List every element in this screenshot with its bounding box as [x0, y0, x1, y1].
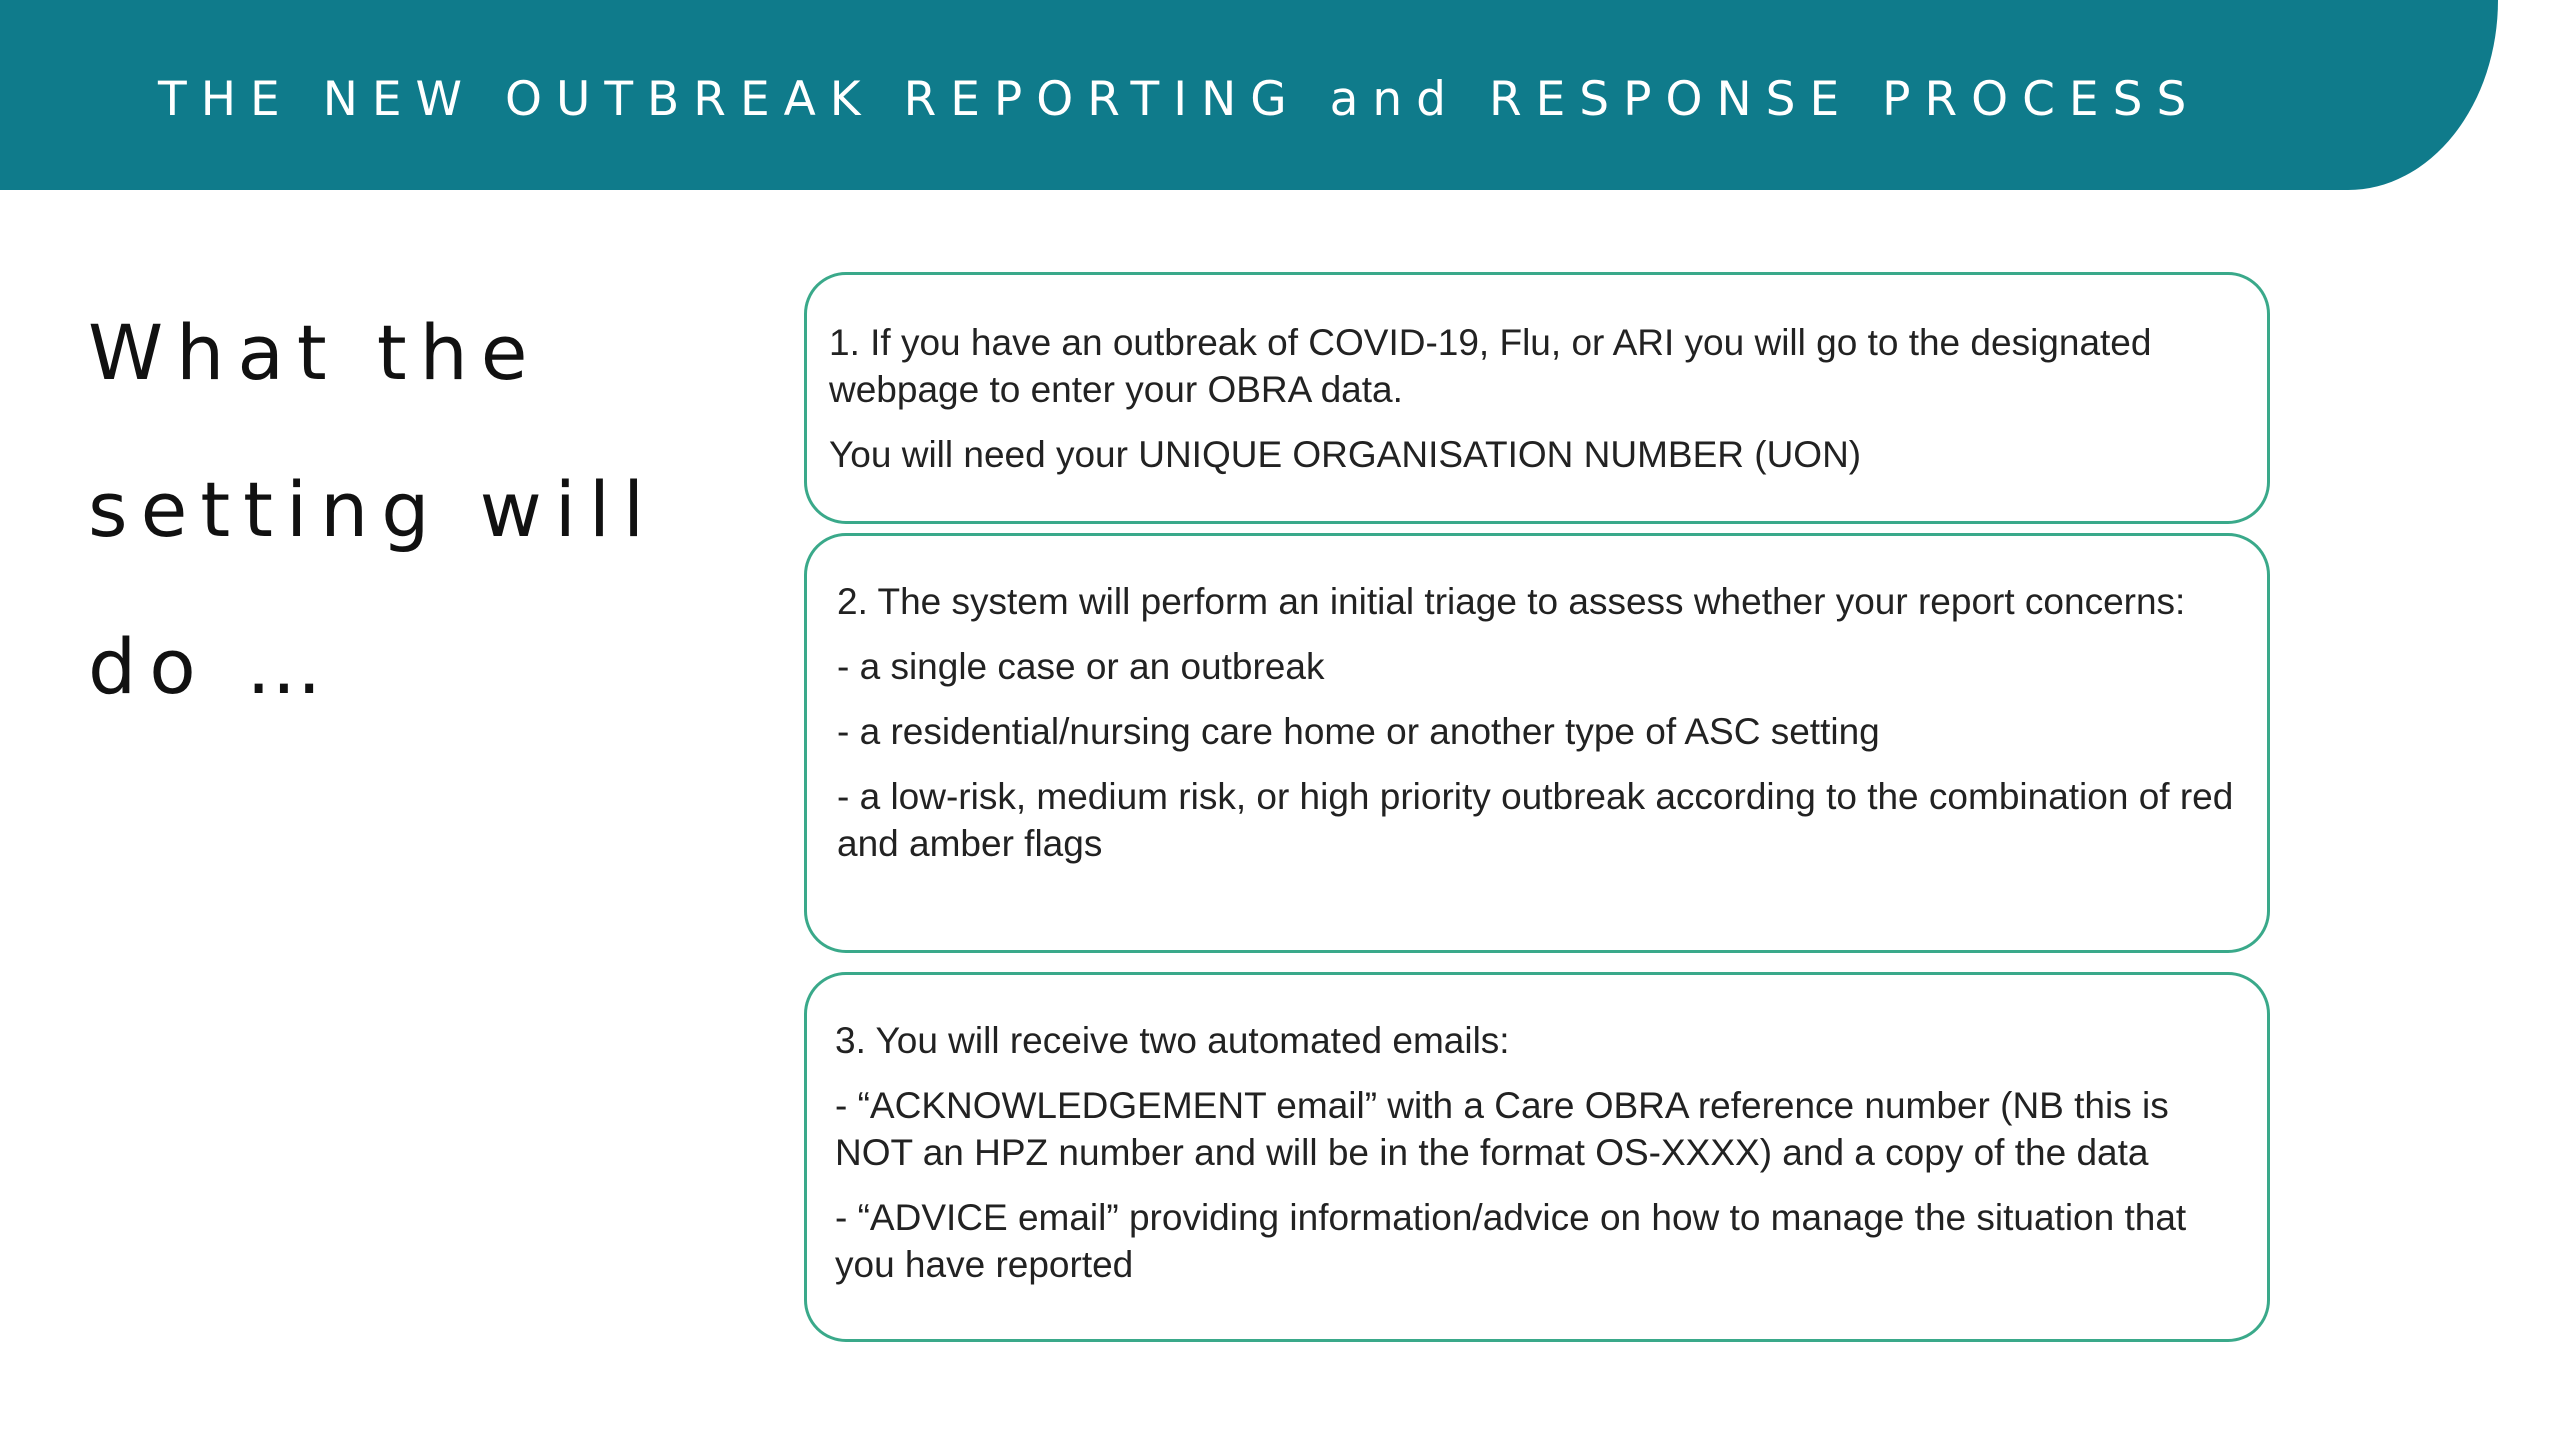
step-3-bullet-2: - “ADVICE email” providing information/advice on how to manage the situation that you have reported — [835, 1197, 2187, 1285]
left-heading-line-3: do … — [88, 622, 335, 711]
step-1-card — [804, 272, 2270, 524]
slide-title: THE NEW OUTBREAK REPORTING and RESPONSE PROCESS — [158, 72, 2201, 127]
step-1-uon-note: You will need your UNIQUE ORGANISATION NUMBER (UON) — [829, 434, 1862, 475]
step-3-card — [804, 972, 2270, 1342]
left-heading-line-2: setting will — [88, 465, 658, 554]
step-1-intro: 1. If you have an outbreak of COVID-19, Flu, or ARI you will go to the designated webpage to enter your OBRA data. — [829, 322, 2152, 410]
step-2-bullet-1: - a single case or an outbreak — [837, 646, 1325, 687]
step-3-bullet-1: - “ACKNOWLEDGEMENT email” with a Care OBRA reference number (NB this is NOT an HPZ number and will be in the format OS-XXXX) and a copy of the data — [835, 1085, 2169, 1173]
left-heading-line-1: What the — [88, 308, 541, 397]
step-2-card — [804, 533, 2270, 953]
step-3-intro: 3. You will receive two automated emails: — [835, 1020, 1510, 1061]
step-2-bullet-3: - a low-risk, medium risk, or high priority outbreak according to the combination of red and amber flags — [837, 776, 2234, 864]
header-banner — [0, 0, 2498, 190]
step-2-intro: 2. The system will perform an initial triage to assess whether your report concerns: — [837, 581, 2186, 622]
step-2-bullet-2: - a residential/nursing care home or another type of ASC setting — [837, 711, 1880, 752]
left-heading — [88, 308, 708, 786]
